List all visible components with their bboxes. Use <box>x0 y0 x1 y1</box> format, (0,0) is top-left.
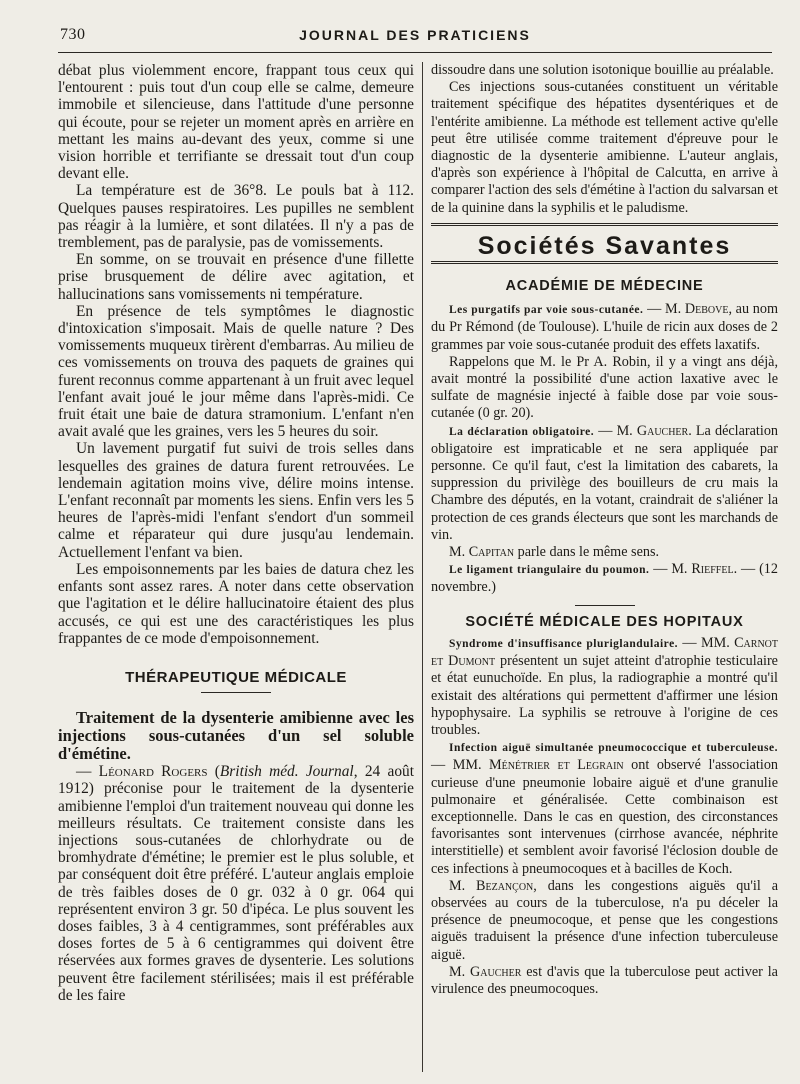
paragraph: Rappelons que M. le Pr A. Robin, il y a vingt ans déjà, avait montré la possibilité d'une action laxative avec le sulfate de magnésie injecté à faible dose par voie sous-cutanée (0 gr. 20). <box>431 353 778 422</box>
item-heading: Le ligament triangulaire du poumon. <box>449 564 650 577</box>
item-text: . — (12 novembre.) <box>431 561 778 596</box>
item-text: , au nom du Pr Rémond (de Toulouse). L'huile de ricin aux doses de 2 grammes par voie sous-cutanée produit des effets laxatifs. <box>431 301 778 353</box>
section-title-therapeutique: THÉRAPEUTIQUE MÉDICALE <box>125 668 347 686</box>
paragraph: Ces injections sous-cutanées constituent un véritable traitement spécifique des hépatites dysentériques et de l'entérite amibienne. La méthode est tellement active qu'elle peut être utilisée comme traitement d'épreuve pour le diagnostic de la dysenterie amibienne. L'auteur anglais, d'après son expérience à l'hôpital de Calcutta, en arrive à comparer l'action des sels d'émétine à l'action du salvarsan et de la quinine dans la syphilis et le paludisme. <box>431 79 778 216</box>
academie-item: Les purgatifs par voie sous-cutanée. — M. Debove, au nom du Pr Rémond (de Toulouse). L'huile de ricin aux doses de 2 grammes par voie sous-cutanée produit des effets laxatifs. <box>431 301 778 353</box>
item-heading: Syndrome d'insuffisance pluriglandulaire. <box>449 637 679 650</box>
item-heading: Infection aiguë simultanée pneumococcique et tuberculeuse. <box>449 742 778 755</box>
header-rule <box>58 52 772 53</box>
speaker-name: M. Gaucher <box>449 963 522 980</box>
societes-savantes-title: Sociétés Savantes <box>477 231 732 260</box>
speaker-name: MM. Carnot et Dumont <box>431 634 779 670</box>
speaker-name: M. Gaucher <box>616 422 689 439</box>
paragraph: En somme, on se trouvait en présence d'une fillette prise brusquement de délire avec agitation, et hallucinations sans vomissements ni température. <box>58 251 414 303</box>
right-column <box>431 62 778 998</box>
article-body: — Léonard Rogers (British méd. Journal, 24 août 1912) préconise pour le traitement de la dysenterie amibienne l'emploi d'un traitement nouveau qui donne les meilleurs résultats. Ce traitement consiste dans les injections sous-cutanées de chlorhydrate ou de bromhydrate d'émétine; le premier est le plus soluble, et par conséquent doit être préféré. L'auteur anglais emploie de très faibles doses de 0 gr. 032 à 0 gr. 064 qui représentent environ 3 gr. 50 d'ipéca. Le plus souvent les doses faibles, 3 à 4 centigrammes, sont préférables aux doses fortes de 5 à 6 centigrammes qui doivent être réservées aux formes graves de dysenterie. Les solutions peuvent être facilement stérilisées; mais il est préférable de les faire <box>58 763 414 1004</box>
academie-title: ACADÉMIE DE MÉDECINE <box>505 278 704 295</box>
societe-medicale-title: SOCIÉTÉ MÉDICALE DES HOPITAUX <box>465 613 744 630</box>
author-name: Léonard Rogers <box>98 763 208 781</box>
paragraph: Un lavement purgatif fut suivi de trois selles dans lesquelles des graines de datura furent retrouvées. Le lendemain agitation moins vive, délire moins intense. L'enfant reconnaît par moments les siens. Enfin vers les 5 heures de l'après-midi l'enfant s'endort d'un sommeil calme et réparateur qui dure jusqu'au lendemain. Actuellement l'enfant va bien. <box>58 440 414 561</box>
page-header <box>60 22 770 48</box>
societe-item: Syndrome d'insuffisance pluriglandulaire. — MM. Carnot et Dumont présentent un sujet atteint d'atrophie testiculaire et état eunuchoïde. En plus, la radiographie a montré qu'il existait des altérations qui permettent d'affirmer une lésion hypophysaire. La syphilis se retrouve à l'origine de ces troubles. <box>431 634 779 738</box>
paragraph: dissoudre dans une solution isotonique bouillie au préalable. <box>431 62 774 78</box>
article-title: Traitement de la dysenterie amibienne avec les injections sous-cutanées d'un sel soluble d'émétine. <box>58 708 414 764</box>
academie-item: Le ligament triangulaire du poumon. — M. Rieffel. — (12 novembre.) <box>431 561 778 596</box>
speaker-name: M. Rieffel <box>671 561 734 578</box>
journal-title: JOURNAL DES PRATICIENS <box>299 27 531 43</box>
item-heading: La déclaration obligatoire. <box>449 425 595 438</box>
academie-item: La déclaration obligatoire. — M. Gaucher. La déclaration obligatoire est impraticable et ne sera appliquée par personne. Ce qu'il faut, c'est la limitation des cabarets, la suppression du privilège des bouilleurs de cru mais la Chambre des députés, en la votant, craindrait de s'aliéner la protection de ces grands électeurs que sont les marchands de vin. <box>431 422 779 543</box>
paragraph: débat plus violemment encore, frappant tous ceux qui l'entourent : puis tout d'un coup elle se calme, demeure immobile et silencieuse, dans l'attitude d'une personne qui écoute, pour se rejeter un moment après en arrière en mettant les mains au-devant des yeux, comme si une vision horrible et terrifiante se dressait tout d'un coup devant elle. <box>58 62 414 183</box>
speaker-name: M. Capitan <box>449 544 515 561</box>
column-divider <box>422 62 423 1072</box>
societe-item: Infection aiguë simultanée pneumococcique et tuberculeuse. — MM. Ménétrier et Legrain ont observé l'association curieuse d'une pneumonie lobaire aiguë et d'une granulie pulmonaire et généralisée. Cette combinaison est exceptionnelle. Dans le cas en question, des circonstances favorisantes sont intervenues (cirrhose avancée, néphrite interstitielle) et semblent avoir favorisé l'éclosion double de ces infections à pneumocoques et à bacilles de Koch. <box>431 742 779 877</box>
item-text: présentent un sujet atteint d'atrophie testiculaire et état eunuchoïde. En plus, la radiographie a montré qu'il existait des altérations qui permettent d'affirmer une lésion hypophysaire. La syphilis se retrouve à l'origine de ces troubles. <box>431 653 778 738</box>
item-text: , dans les congestions aiguës qu'il a observées au cours de la tuberculose, n'a pu déceler la présence de pneumocoque, et pense que les congestions aiguës traduisent la présence d'une infection tuberculeuse aiguë. <box>431 877 778 963</box>
item-text: parle dans le même sens. <box>514 544 660 561</box>
paragraph: Les empoisonnements par les baies de datura chez les enfants sont assez rares. A noter dans cette observation que l'agitation et le délire hallucinatoire étaient des plus accusés, ce qui est une des caractéristiques les plus frappantes de ce mode d'empoisonnement. <box>58 560 414 647</box>
double-rule <box>431 223 778 226</box>
speaker-name: MM. Ménétrier et Legrain <box>452 757 624 774</box>
item-text: . La déclaration obligatoire est impraticable et ne sera appliquée par personne. Ce qu'il faut, c'est la limitation des cabarets, la suppression du privilège des bouilleurs de cru mais la Chambre des députés, en la votant, craindrait de s'aliéner la protection de ces grands électeurs que sont les marchands de vin. <box>431 422 779 543</box>
item-heading: Les purgatifs par voie sous-cutanée. <box>449 304 644 317</box>
paragraph: La température est de 36°8. Le pouls bat à 112. Quelques pauses respiratoires. Les pupilles ne semblent pas réagir à la lumière, et sont dilatées. Il n'y a pas de tremblement, pas de paralysie, pas de vomissements. <box>58 182 414 252</box>
item-text: ont observé l'association curieuse d'une pneumonie lobaire aiguë et d'une granulie pulmonaire et généralisée. Cette combinaison est exceptionnelle. Dans le cas en question, des circonstances favorisantes sont intervenues (cirrhose avancée, néphrite interstitielle) et semblent avoir favorisé l'éclosion double de ces infections à pneumocoques et à bacilles de Koch. <box>431 757 779 877</box>
source-journal: British méd. Journal <box>219 763 354 781</box>
speaker-name: M. Debove <box>665 301 729 318</box>
source-date: , 24 août 1912) <box>58 763 414 798</box>
article-text: préconise pour le traitement de la dysenterie amibienne l'emploi d'un traitement nouveau qui donne les meilleurs résultats. Ce traitement consiste dans les injections sous-cutanées de chlorhydrate ou de bromhydrate d'émétine; le premier est le plus soluble, et par conséquent doit être préféré. L'auteur anglais emploie de très faibles doses de 0 gr. 032 à 0 gr. 064 qui représentent environ 3 gr. 50 d'ipéca. Le plus souvent les doses faibles, 3 à 4 centigrammes, sont préférables aux doses fortes de 5 à 6 centigrammes qui doivent être réservées aux formes graves de dysenterie. Les solutions peuvent être facilement stérilisées; mais il est préférable de les faire <box>58 780 414 1004</box>
paragraph: En présence de tels symptômes le diagnostic d'intoxication s'imposait. Mais de quelle nature ? Des vomissements muqueux tirèrent d'embarras. Au milieu de ces vomissements on trouva des paquets de graines qui furent reconnus comme appartenant à un fruit avec lequel l'enfant avait joué le jour même dans l'après-midi. Ce fruit était une baie de datura stramonium. L'enfant n'en avait avalé que les graines, vers les 5 heures du soir. <box>58 302 414 441</box>
paragraph <box>431 544 778 561</box>
page-number: 730 <box>60 26 86 43</box>
paragraph <box>431 964 778 998</box>
item-text: est d'avis que la tuberculose peut activer la virulence des pneumocoques. <box>431 963 778 997</box>
speaker-name: M. Bezançon <box>449 877 534 894</box>
left-column <box>58 62 414 1004</box>
paragraph <box>431 878 778 964</box>
